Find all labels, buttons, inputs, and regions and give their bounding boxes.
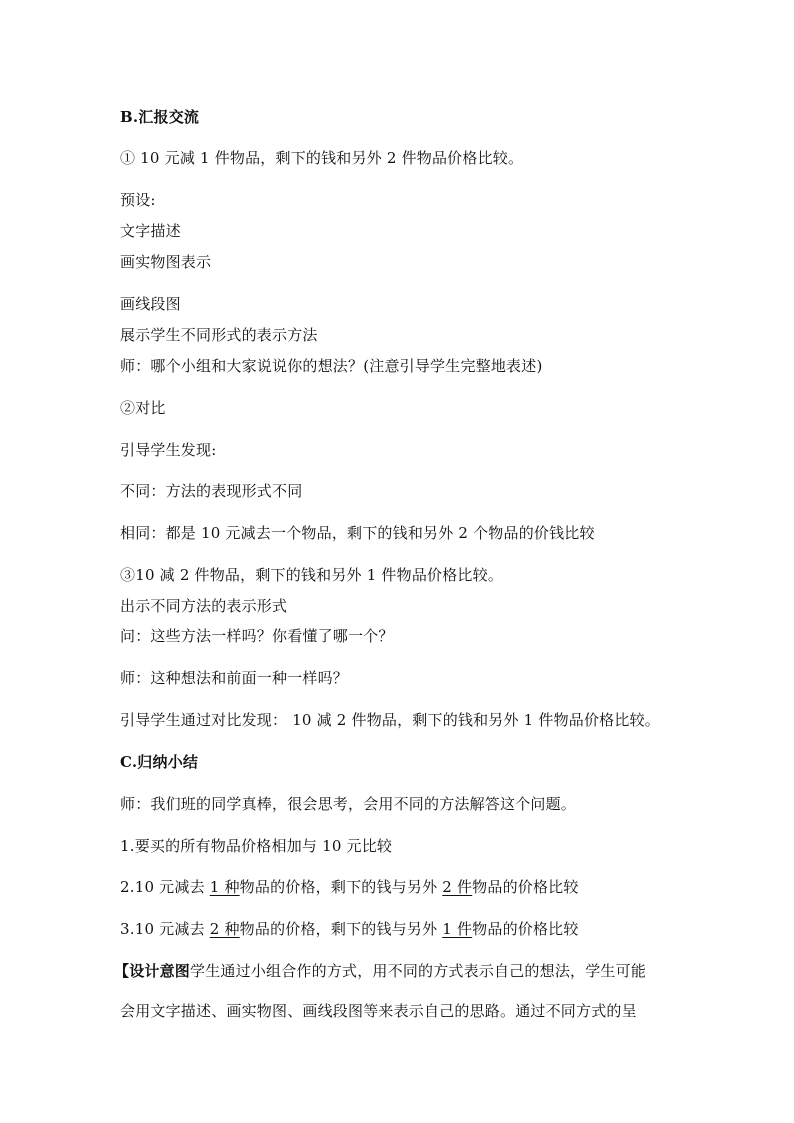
guide-compare: 引导学生通过对比发现： 10 减 2 件物品，剩下的钱和另外 1 件物品价格比较。 — [120, 711, 660, 729]
design-intent-label: 【设计意图 — [114, 962, 191, 980]
point-3-part-b: 物品的价格，剩下的钱与另外 — [239, 920, 443, 938]
item-3: ③10 减 2 件物品，剩下的钱和另外 1 件物品价格比较。 — [120, 566, 504, 584]
point-3-part-c: 物品的价格比较 — [472, 920, 579, 938]
point-2-underline-1: 1 种 — [209, 878, 240, 896]
teacher-question-1: 师：哪个小组和大家说说你的想法？(注意引导学生完整地表述) — [120, 357, 543, 375]
point-3-part-a: 3.10 元减去 — [120, 920, 210, 938]
summary-point-3 — [120, 920, 579, 938]
item-2: ②对比 — [120, 399, 166, 417]
method-line-segment: 画线段图 — [120, 295, 181, 313]
method-picture: 画实物图表示 — [120, 253, 212, 271]
point-3-underline-1: 2 种 — [209, 920, 240, 938]
method-text-description: 文字描述 — [120, 222, 181, 240]
point-2-part-a: 2.10 元减去 — [120, 878, 210, 896]
show-forms: 展示学生不同形式的表示方法 — [120, 326, 318, 344]
preset-label: 预设: — [120, 191, 156, 209]
point-2-part-c: 物品的价格比较 — [472, 878, 579, 896]
similarity-line: 相同：都是 10 元减去一个物品，剩下的钱和另外 2 个物品的价钱比较 — [120, 524, 595, 542]
ask-line: 问：这些方法一样吗？你看懂了哪一个？ — [120, 627, 394, 645]
show-methods: 出示不同方法的表示形式 — [120, 597, 288, 615]
design-intent-line-2: 会用文字描述、画实物图、画线段图等来表示自己的思路。通过不同方式的呈 — [120, 1002, 637, 1020]
design-intent-text-1: 学生通过小组合作的方式，用不同的方式表示自己的想法，学生可能 — [190, 962, 647, 980]
section-b-heading: B.汇报交流 — [120, 108, 200, 126]
point-2-part-b: 物品的价格，剩下的钱与另外 — [239, 878, 443, 896]
teacher-praise: 师：我们班的同学真棒，很会思考，会用不同的方法解答这个问题。 — [120, 795, 577, 813]
guide-find: 引导学生发现: — [120, 441, 217, 459]
item-1: ① 10 元减 1 件物品，剩下的钱和另外 2 件物品价格比较。 — [120, 149, 524, 167]
point-3-underline-2: 1 件 — [442, 920, 473, 938]
summary-point-2 — [120, 878, 579, 896]
point-2-underline-2: 2 件 — [442, 878, 473, 896]
section-c-heading: C.归纳小结 — [120, 753, 199, 771]
difference-line: 不同：方法的表现形式不同 — [120, 482, 303, 500]
design-intent-line-1 — [114, 962, 646, 980]
summary-point-1: 1.要买的所有物品价格相加与 10 元比较 — [120, 837, 393, 855]
teacher-question-2: 师：这种想法和前面一种一样吗？ — [120, 669, 349, 687]
